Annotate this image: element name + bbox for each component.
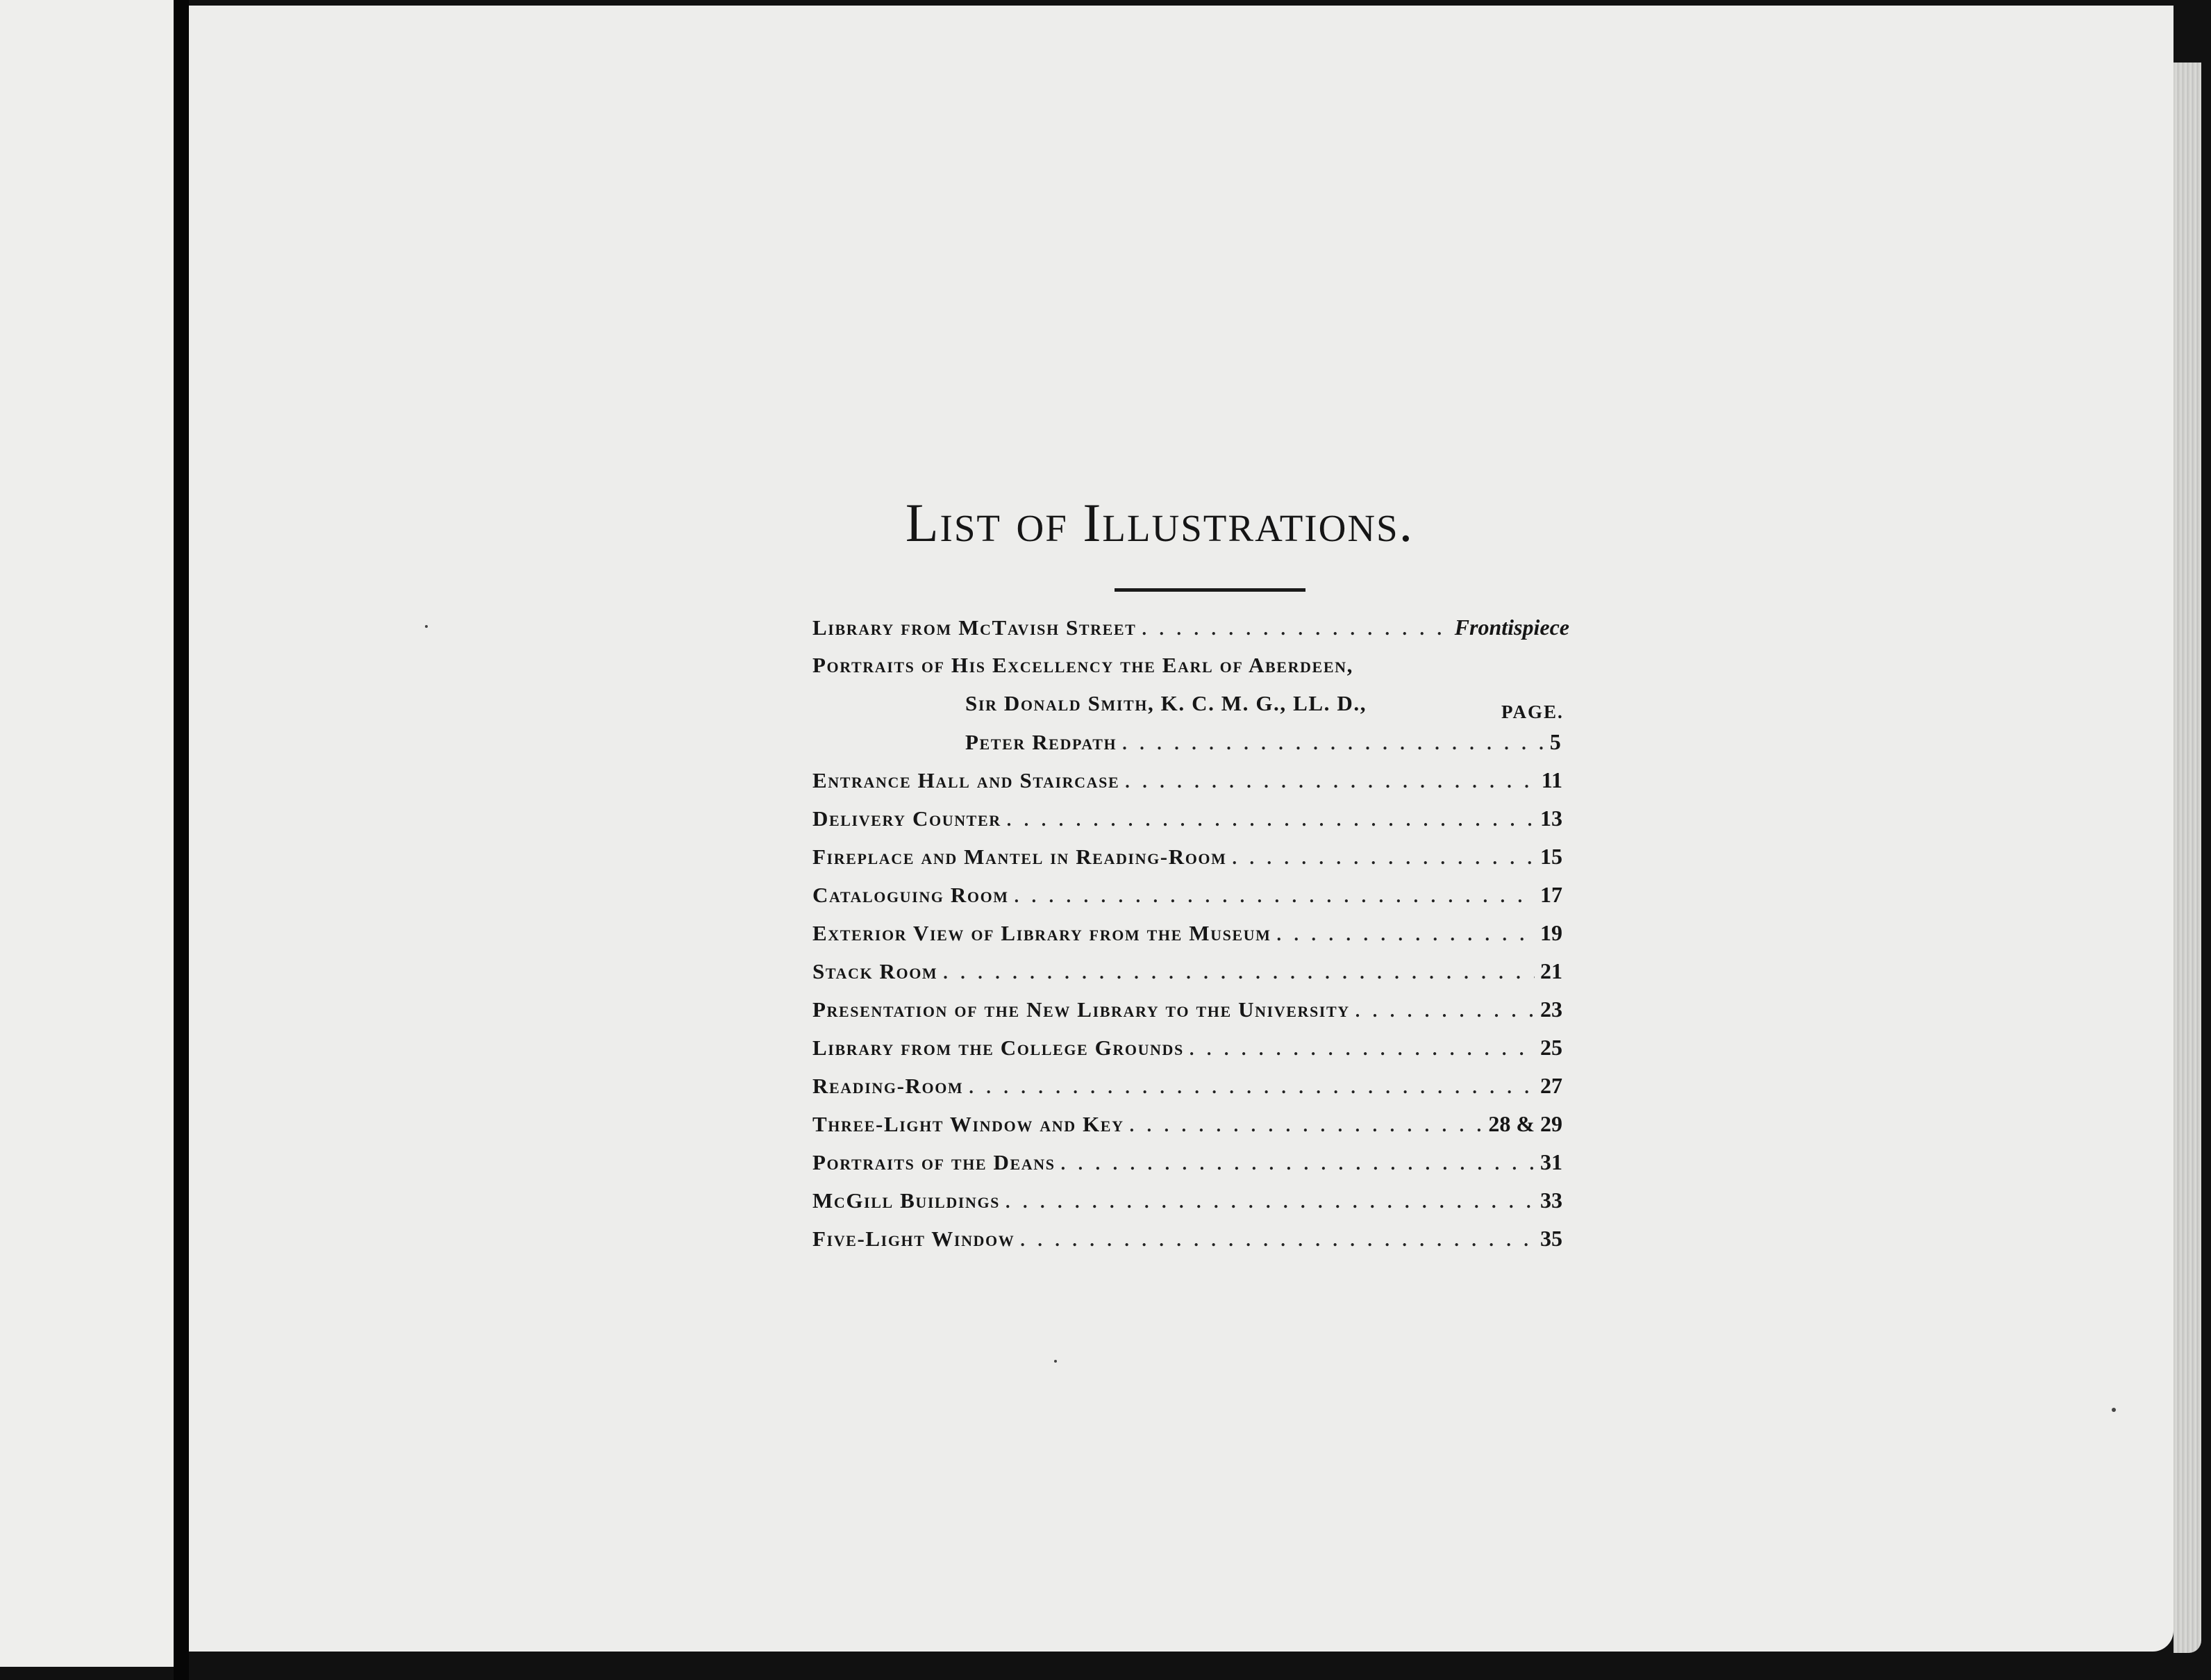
list-item xyxy=(965,729,1562,764)
entry-label: Peter Redpath xyxy=(965,730,1117,754)
list-item xyxy=(812,844,1562,879)
entry-label: Sir Donald Smith, K. C. M. G., LL. D., xyxy=(965,691,1367,715)
dot-leader xyxy=(1006,1192,1535,1213)
list-item xyxy=(812,920,1562,955)
entry-label: Fireplace and Mantel in Reading-Room xyxy=(812,845,1227,869)
dot-leader xyxy=(1355,1001,1535,1022)
entry-page: 21 xyxy=(1540,958,1562,983)
list-item xyxy=(812,1226,1562,1261)
title-rule xyxy=(1115,588,1305,592)
entry-label: Exterior View of Library from the Museum xyxy=(812,921,1271,945)
list-item xyxy=(812,653,1353,688)
entry-label: Cataloguing Room xyxy=(812,883,1009,907)
page-edge xyxy=(2174,63,2201,1653)
entry-page: 5 xyxy=(1549,729,1561,754)
dot-leader xyxy=(943,963,1535,983)
dot-leader xyxy=(1125,772,1536,792)
dot-leader xyxy=(1190,1039,1535,1060)
dot-leader xyxy=(1015,886,1535,907)
entry-page: Frontispiece xyxy=(1454,615,1569,640)
entry-page: 25 xyxy=(1540,1035,1562,1060)
speck xyxy=(2112,1408,2116,1412)
entry-page: 31 xyxy=(1540,1149,1562,1174)
entry-page: 33 xyxy=(1540,1188,1562,1213)
entry-label: McGill Buildings xyxy=(812,1188,1001,1213)
entry-page: 28 & 29 xyxy=(1488,1111,1562,1136)
list-item xyxy=(812,1111,1562,1146)
list-item xyxy=(965,691,1367,726)
dot-leader xyxy=(1061,1154,1535,1174)
entry-page: 13 xyxy=(1540,806,1562,831)
list-item xyxy=(812,882,1562,917)
dot-leader xyxy=(1130,1115,1483,1136)
entry-label: Stack Room xyxy=(812,959,938,983)
dot-leader xyxy=(1122,733,1542,754)
list-item xyxy=(812,1188,1562,1222)
entry-label: Three-Light Window and Key xyxy=(812,1112,1124,1136)
dot-leader xyxy=(1142,619,1449,640)
entry-page: 15 xyxy=(1540,844,1562,869)
entry-label: Reading-Room xyxy=(812,1074,964,1098)
speck xyxy=(1054,1360,1057,1363)
entry-label: Entrance Hall and Staircase xyxy=(812,768,1120,792)
entry-page: 27 xyxy=(1540,1073,1562,1098)
dot-leader xyxy=(1020,1230,1535,1251)
speck xyxy=(425,625,428,628)
entry-label: Five-Light Window xyxy=(812,1226,1015,1251)
page-column-heading: PAGE. xyxy=(1501,701,1564,722)
left-page xyxy=(0,0,174,1667)
entry-label: Presentation of the New Library to the University xyxy=(812,997,1350,1022)
list-item xyxy=(812,997,1562,1031)
entry-page: 17 xyxy=(1540,882,1562,907)
entry-page: 23 xyxy=(1540,997,1562,1022)
dot-leader xyxy=(1233,848,1535,869)
page-title: List of Illustrations. xyxy=(905,492,1415,553)
entry-label: Delivery Counter xyxy=(812,806,1001,831)
list-item xyxy=(812,767,1562,802)
dot-leader xyxy=(1007,810,1535,831)
list-item xyxy=(812,615,1569,649)
list-item xyxy=(812,1035,1562,1070)
book-spine xyxy=(174,0,189,1680)
dot-leader xyxy=(969,1077,1535,1098)
entry-label: Portraits of the Deans xyxy=(812,1150,1056,1174)
entry-page: 19 xyxy=(1540,920,1562,945)
list-item xyxy=(812,1073,1562,1108)
entry-page: 11 xyxy=(1541,767,1562,792)
list-item xyxy=(812,806,1562,840)
dot-leader xyxy=(1277,924,1535,945)
entry-page: 35 xyxy=(1540,1226,1562,1251)
entry-label: Portraits of His Excellency the Earl of Aberdeen, xyxy=(812,653,1353,677)
entry-label: Library from McTavish Street xyxy=(812,615,1137,640)
entry-label: Library from the College Grounds xyxy=(812,1036,1184,1060)
list-item xyxy=(812,1149,1562,1184)
list-item xyxy=(812,958,1562,993)
